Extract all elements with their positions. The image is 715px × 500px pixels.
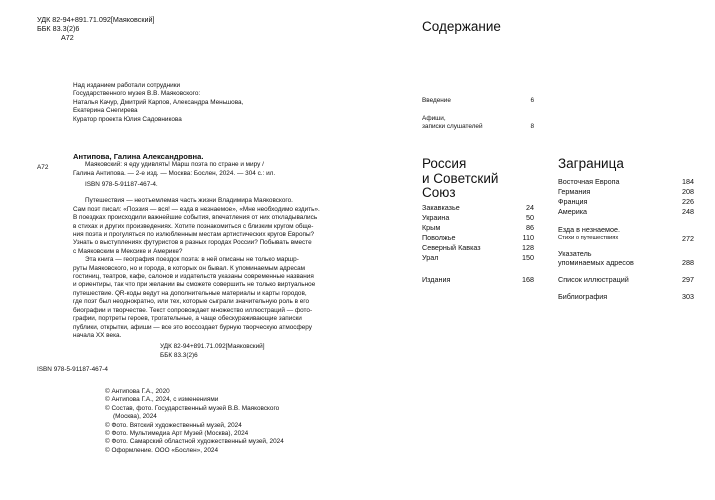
- heading-line: Союз: [422, 185, 456, 200]
- author-heading: Антипова, Галина Александровна.: [73, 152, 204, 161]
- toc-label: [422, 115, 483, 132]
- annotation-line: Эта книга — география поездок поэта: в ней описаны не только маршр-: [85, 256, 299, 264]
- annotation-paragraph-2: [73, 256, 355, 340]
- toc-page: 128: [522, 243, 534, 252]
- toc-page: 208: [682, 187, 694, 196]
- toc-label: Крым: [422, 223, 441, 232]
- annotation-line: графии, портреты героев, трогательные, а чаще обескураживающие записки: [73, 315, 302, 323]
- toc-page: 303: [682, 292, 694, 301]
- toc-entry-illustrations[interactable]: [558, 275, 694, 284]
- toc-label: Германия: [558, 187, 591, 196]
- card-udk: УДК 82-94+891.71.092[Маяковский]: [160, 343, 265, 351]
- toc-page: 150: [522, 253, 534, 262]
- copyright-line: © Фото. Вятский художественный музей, 2024: [105, 421, 242, 429]
- copyright-line: (Москва), 2024: [113, 413, 157, 421]
- toc-label: Список иллюстраций: [558, 275, 629, 284]
- bbk-code: ББК 83.3(2)6: [37, 24, 80, 34]
- toc-page: 297: [682, 275, 694, 284]
- toc-label: Введение: [422, 97, 451, 104]
- toc-entry-russia-5[interactable]: [422, 253, 534, 262]
- toc-page: 168: [522, 275, 534, 284]
- annotation-line: В поездках происходили важнейшие события, впечатления от них откладывались: [73, 214, 318, 222]
- toc-entry-abroad-3[interactable]: [558, 207, 694, 216]
- toc-page: 50: [526, 213, 534, 222]
- toc-entry-abroad-0[interactable]: [558, 177, 694, 186]
- annotation-line: ния поэта и прогуляться по излюбленным местам артистических кругов Европы?: [73, 231, 315, 239]
- toc-label: Поволжье: [422, 233, 456, 242]
- toc-entry-russia-3[interactable]: [422, 233, 534, 242]
- toc-entry-posters[interactable]: [422, 115, 534, 132]
- toc-label: Северный Кавказ: [422, 243, 481, 252]
- copyright-line: © Фото. Самарский областной художественный музей, 2024: [105, 438, 284, 446]
- toc-label: Закавказье: [422, 203, 460, 212]
- prepared-by-block: [73, 82, 323, 124]
- toc-page: 226: [682, 197, 694, 206]
- prepared-by-line: Куратор проекта Юлия Садовникова: [73, 115, 182, 123]
- isbn-line: ISBN 978-5-91187-467-4: [37, 366, 108, 373]
- toc-page: 6: [530, 97, 534, 104]
- catalog-line: Галина Антипова. — 2-е изд. — Москва: Бослен, 2024. — 304 с.: ил.: [73, 169, 276, 177]
- toc-page: 110: [522, 233, 534, 242]
- copyright-line: © Состав, фото. Государственный музей В.В. Маяковского: [105, 404, 280, 412]
- annotation-line: руты Маяковского, но и города, в которых он бывал. К упоминаемым адресам: [73, 264, 306, 272]
- toc-label-line: упоминаемых адресов: [558, 258, 634, 268]
- prepared-by-line: Екатерина Снегирева: [73, 107, 138, 115]
- toc-entry-intro[interactable]: [422, 97, 534, 105]
- annotation-line: начала XX века.: [73, 331, 122, 339]
- toc-entry-russia-0[interactable]: [422, 203, 534, 212]
- annotation-line: Сам поэт писал: «Поэзия — вся! — езда в незнаемое», «Мне необходимо ездить».: [73, 205, 320, 213]
- catalog-line: Маяковский: я еду удивлять! Марш поэта по стране и миру /: [85, 161, 264, 169]
- catalog-isbn: ISBN 978-5-91187-467-4.: [85, 181, 158, 189]
- toc-entry-travel[interactable]: [558, 225, 694, 243]
- section-heading-abroad: Заграница: [558, 156, 624, 171]
- toc-page: 24: [526, 203, 534, 212]
- toc-label-line: Указатель: [558, 249, 592, 258]
- toc-entry-abroad-2[interactable]: [558, 197, 694, 206]
- toc-label: Украина: [422, 213, 450, 222]
- toc-entry-bibliography[interactable]: [558, 292, 694, 301]
- toc-entry-editions[interactable]: [422, 275, 534, 284]
- toc-entry-russia-2[interactable]: [422, 223, 534, 232]
- toc-page: 184: [682, 177, 694, 186]
- classification-block: [37, 15, 257, 43]
- card-codes: [73, 343, 355, 360]
- toc-page: 248: [682, 207, 694, 216]
- heading-line: и Советский: [422, 170, 499, 186]
- annotation-paragraph-1: [73, 197, 355, 256]
- toc-label: Библиография: [558, 292, 608, 301]
- toc-label: [558, 225, 620, 243]
- toc-page: 8: [530, 123, 534, 131]
- toc-label: Америка: [558, 207, 588, 216]
- annotation-line: путешествие. QR-коды ведут на дополнительные материалы и карты городов,: [73, 289, 307, 297]
- toc-entry-address-index[interactable]: [558, 249, 694, 267]
- toc-label: Восточная Европа: [558, 177, 620, 186]
- annotation-line: в стихах и других произведениях. Хотите познакомиться с близким кругом обще-: [73, 222, 314, 230]
- copyright-line: © Антипова Г.А., 2024, с изменениями: [105, 396, 219, 404]
- annotation-line: где поэт был неоднократно, или тех, которые сыграли значительную роль в его: [73, 298, 310, 306]
- prepared-by-line: Над изданием работали сотрудники: [73, 82, 181, 89]
- toc-label: Издания: [422, 275, 451, 284]
- toc-label-subtitle: Стихи о путешествиях: [558, 235, 619, 242]
- right-page: [360, 0, 715, 500]
- annotation-line: публики, открытки, афиши — все это воссоздает бурную творческую атмосферу: [73, 323, 312, 331]
- heading-line: Россия: [422, 156, 467, 171]
- toc-entry-abroad-1[interactable]: [558, 187, 694, 196]
- annotation-line: Узнать о выступлениях футуристов в разных городах России? Побывать вместе: [73, 239, 312, 247]
- annotation-line: с Маяковским в Мексике и Америке?: [73, 247, 183, 255]
- annotation-line: биографии и творчестве. Текст сопровождает множество иллюстраций — фото-: [73, 306, 313, 314]
- copyright-line: © Оформление. ООО «Бослен», 2024: [105, 446, 219, 454]
- toc-label-line: записки слушателей: [422, 123, 483, 131]
- toc-page: 272: [682, 234, 694, 244]
- toc-page: 86: [526, 223, 534, 232]
- toc-label-line: Афиши,: [422, 115, 446, 122]
- toc-label: Франция: [558, 197, 588, 206]
- catalog-card: [73, 152, 355, 360]
- toc-entry-russia-4[interactable]: [422, 243, 534, 252]
- catalog-author-mark: А72: [37, 164, 49, 171]
- toc-label-line: Езда в незнаемое.: [558, 225, 620, 234]
- contents-title: Содержание: [422, 19, 501, 34]
- annotation-line: гостиниц, театров, кафе, салонов и издательств указаны современные названия: [73, 273, 314, 281]
- copyright-line: © Антипова Г.А., 2020: [105, 388, 170, 395]
- author-mark: А72: [61, 33, 74, 43]
- prepared-by-line: Государственного музея В.В. Маяковского:: [73, 90, 201, 98]
- toc-label: [558, 249, 634, 267]
- card-bbk: ББК 83.3(2)6: [160, 351, 198, 359]
- section-heading-russia: [422, 157, 498, 201]
- annotation-line: и ориентиры, так что при желании вы сможете совершить не только виртуальное: [73, 281, 316, 289]
- toc-page: 288: [682, 258, 694, 268]
- udk-code: УДК 82-94+891.71.092[Маяковский]: [37, 15, 155, 24]
- toc-label: Урал: [422, 253, 439, 262]
- annotation-line: Путешествия — неотъемлемая часть жизни Владимира Маяковского.: [85, 197, 293, 205]
- toc-entry-russia-1[interactable]: [422, 213, 534, 222]
- copyright-line: © Фото. Мультимедиа Арт Музей (Москва), 2024: [105, 430, 249, 438]
- copyright-block: [105, 388, 355, 455]
- prepared-by-line: Наталья Качур, Дмитрий Карпов, Александра Меньшова,: [73, 98, 244, 106]
